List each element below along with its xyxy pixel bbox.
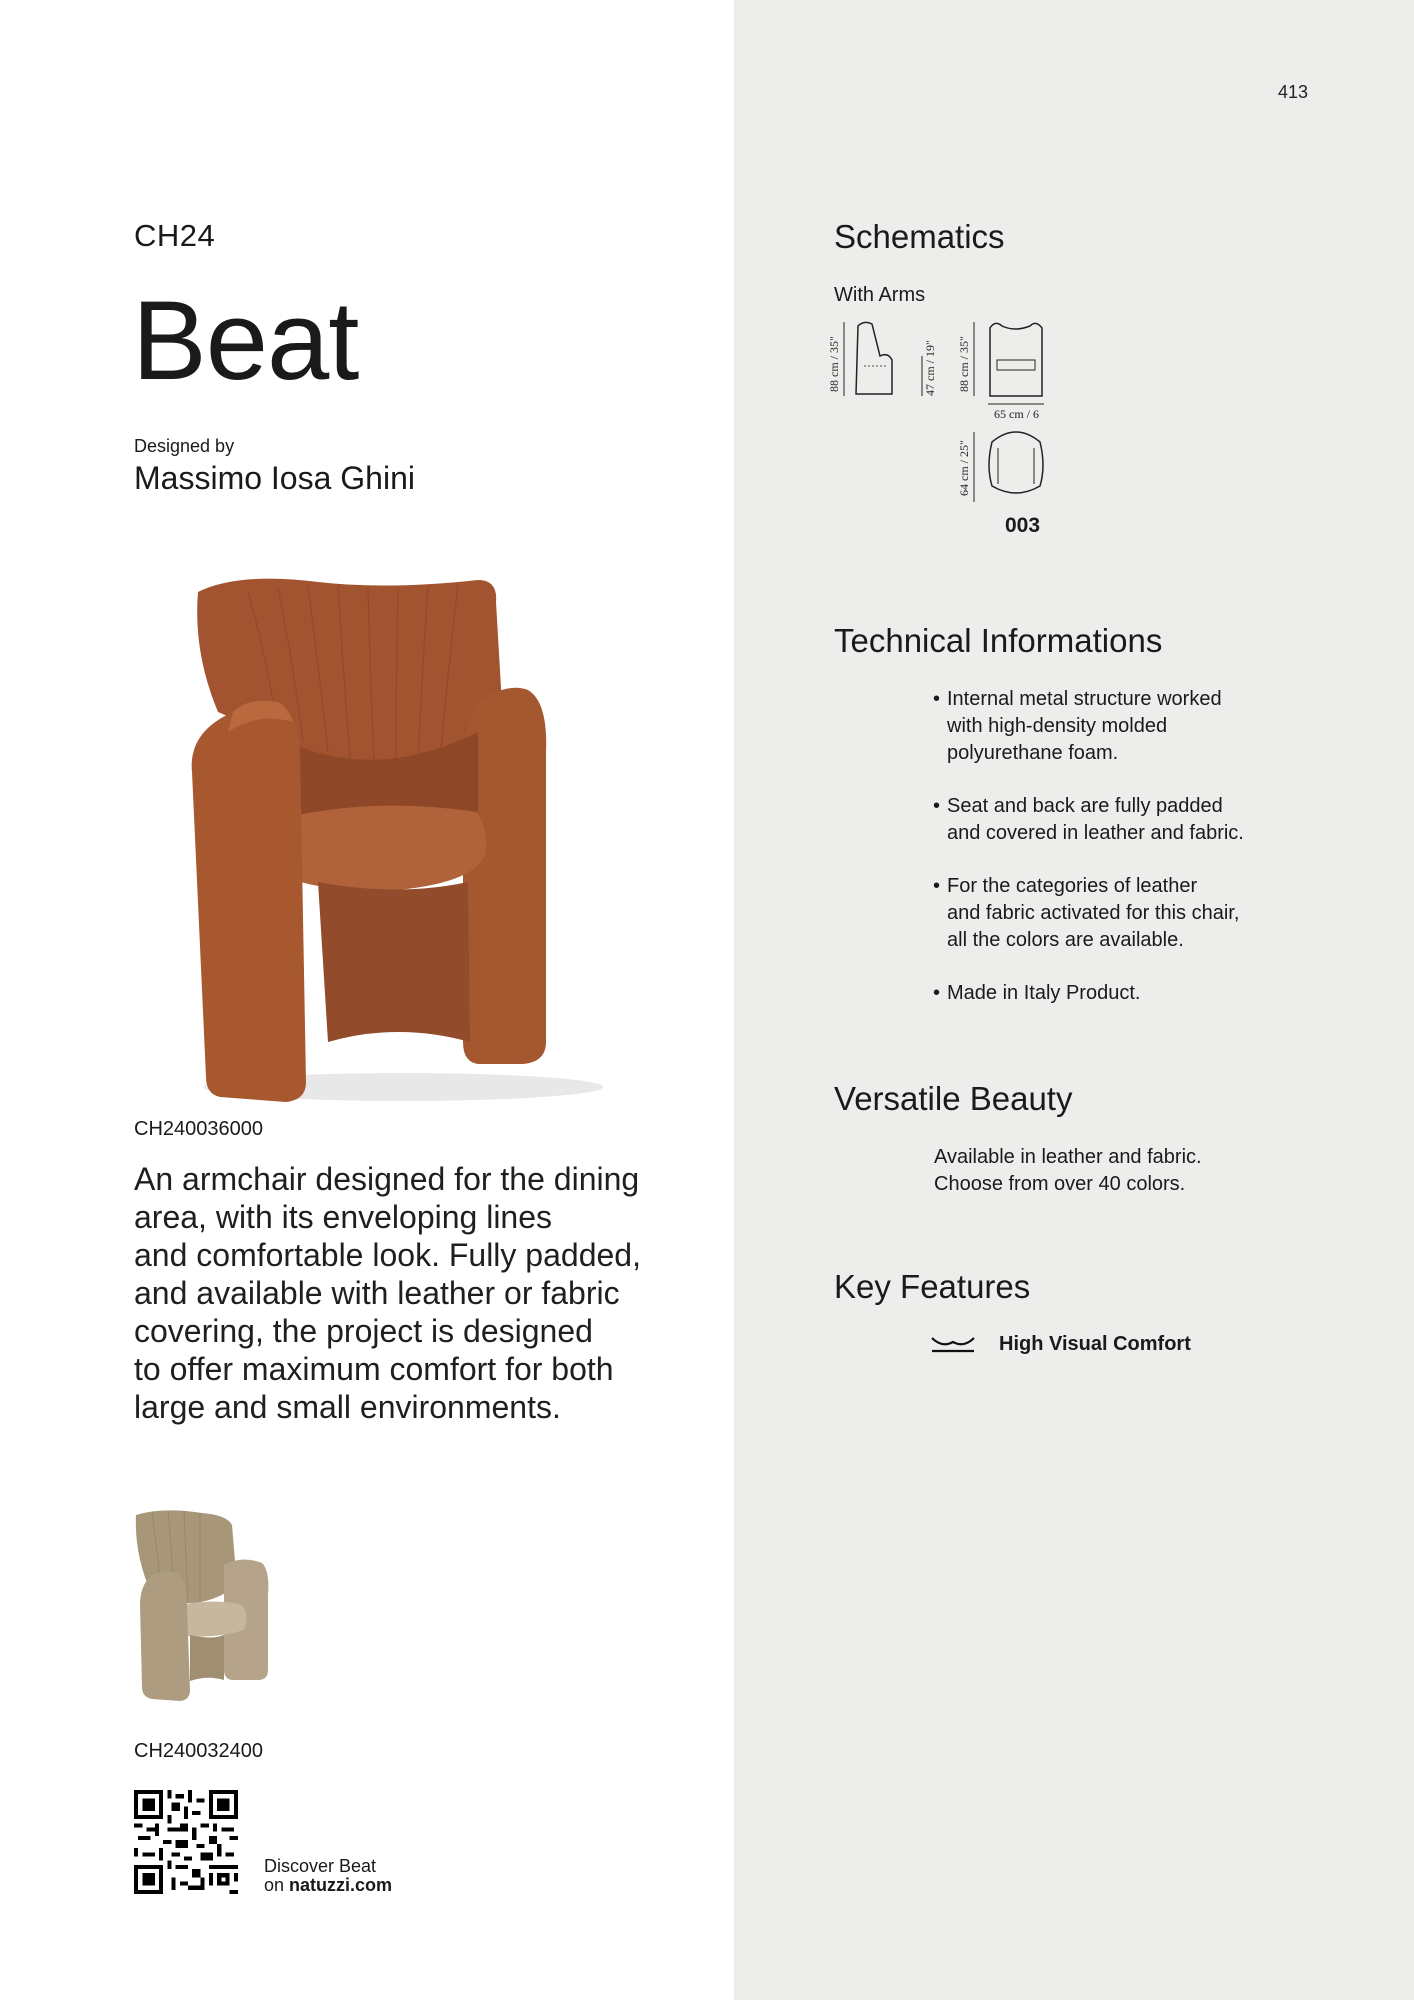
main-chair-image (178, 572, 628, 1112)
technical-list (933, 686, 1313, 1033)
key-features-title: Key Features (834, 1268, 1031, 1305)
dim-depth: 64 cm / 25" (957, 440, 971, 496)
description-line: covering, the project is designed (134, 1313, 593, 1349)
dim-side-height: 88 cm / 35" (827, 336, 841, 392)
dim-width: 65 cm / 6 (994, 407, 1039, 421)
technical-item: • Internal metal structure worked with high-density molded polyurethane foam. (933, 686, 1313, 767)
main-image-code: CH240036000 (134, 1118, 263, 1140)
product-title: Beat (132, 278, 359, 403)
feature-label: High Visual Comfort (999, 1333, 1191, 1355)
qr-code[interactable] (134, 1790, 238, 1894)
product-description (134, 1160, 694, 1426)
description-line: to offer maximum comfort for both (134, 1351, 614, 1387)
technical-item: • For the categories of leather and fabric activated for this chair, all the colors are available. (933, 873, 1313, 954)
page-number: 413 (1277, 82, 1308, 102)
visual-comfort-icon (930, 1334, 976, 1356)
alt-chair-image (132, 1505, 274, 1705)
designer-name: Massimo Iosa Ghini (134, 460, 415, 496)
technical-title: Technical Informations (834, 622, 1163, 659)
schematics-title: Schematics (834, 218, 1005, 255)
site-link[interactable]: natuzzi.com (289, 1875, 393, 1895)
discover-link[interactable] (264, 1857, 392, 1895)
dim-front-height: 88 cm / 35" (957, 336, 971, 392)
description-line: An armchair designed for the dining (134, 1161, 640, 1197)
dim-seat-height: 47 cm / 19" (923, 340, 937, 396)
versatile-text: Available in leather and fabric. Choose from over 40 colors. (934, 1146, 1202, 1195)
description-line: large and small environments. (134, 1389, 561, 1425)
description-line: and comfortable look. Fully padded, (134, 1237, 641, 1273)
technical-item: • Made in Italy Product. (933, 980, 1313, 1007)
designed-by-label: Designed by (134, 436, 235, 456)
product-code: CH24 (134, 218, 216, 253)
technical-item: • Seat and back are fully padded and covered in leather and fabric. (933, 793, 1313, 847)
versatile-title: Versatile Beauty (834, 1080, 1073, 1117)
schematics-subtitle: With Arms (834, 284, 926, 306)
description-line: area, with its enveloping lines (134, 1199, 553, 1235)
schematic-variant-code: 003 (1005, 514, 1041, 537)
discover-site-line: on natuzzi.com (264, 1875, 393, 1895)
description-line: and available with leather or fabric (134, 1275, 620, 1311)
schematic-drawings (827, 316, 1070, 506)
alt-image-code: CH240032400 (134, 1740, 263, 1762)
discover-line: Discover Beat (264, 1856, 377, 1876)
